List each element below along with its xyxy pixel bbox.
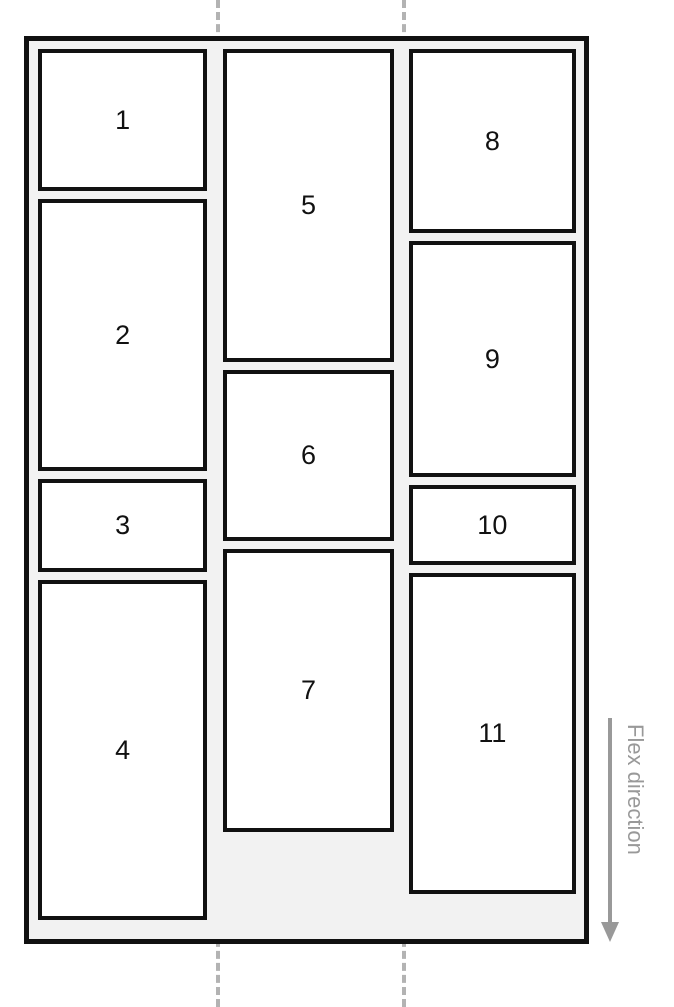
- flex-item: 4: [38, 580, 207, 920]
- flex-item: 8: [409, 49, 576, 233]
- arrow-shaft: [608, 718, 612, 926]
- flex-direction-label: Flex direction: [623, 724, 648, 855]
- flex-item: 5: [223, 49, 393, 362]
- flex-item: 9: [409, 241, 576, 477]
- flex-item: 3: [38, 479, 207, 572]
- flex-item: 6: [223, 370, 393, 541]
- flex-container: [24, 36, 589, 944]
- flex-item: 10: [409, 485, 576, 565]
- arrow-down-icon: [601, 922, 619, 942]
- flex-item: 7: [223, 549, 393, 832]
- flex-column-1: [29, 41, 215, 939]
- flex-item: 2: [38, 199, 207, 471]
- flex-column-2: [215, 41, 401, 939]
- flex-item: 11: [409, 573, 576, 894]
- flex-item: 1: [38, 49, 207, 191]
- flex-direction-annotation: [600, 718, 670, 952]
- flex-column-3: [402, 41, 584, 939]
